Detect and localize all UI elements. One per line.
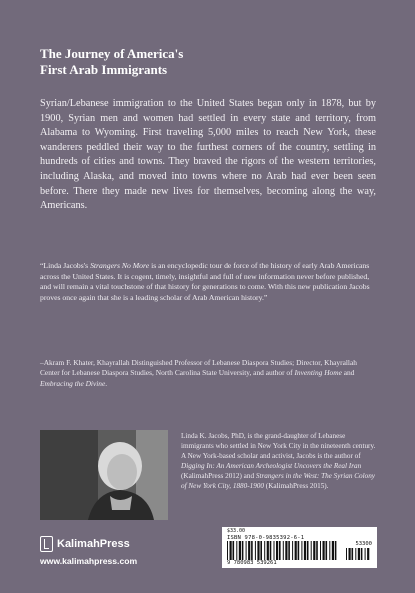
isbn-barcode <box>222 527 377 568</box>
bio-part-1: Linda K. Jacobs, PhD, is the grand-daughter of Lebanese immigrants who settled in New York City in the nineteenth century. A New York-based scholar and activist, Jacobs is the author of <box>181 432 376 460</box>
barcode-bar <box>335 541 337 560</box>
intro-paragraph: Syrian/Lebanese immigration to the United States began only in 1878, but by 1900, Syrian men and women had settled in every state and territory, from Alabama to Wyoming. First traveling 5,000 miles to reach New York, these wanderers peddled their way to the furthest corners of the country, settling in hundreds of cities and towns. They braved the rigors of the western territories, including Alaska, and moved into towns where no Arab had ever been seen before. There they made new lives for themselves, becoming along the way, Americans. <box>40 98 376 212</box>
author-portrait-image <box>40 430 168 520</box>
attribution-and: and <box>341 368 355 378</box>
barcode-bar <box>304 541 306 560</box>
publisher-logo <box>40 536 130 552</box>
barcode-bar <box>329 541 330 560</box>
barcode-price: $33.00 <box>227 528 246 534</box>
barcode-bar <box>298 541 300 560</box>
barcode-bar <box>227 541 228 560</box>
barcode-bar <box>288 541 290 560</box>
barcode-bar <box>295 541 297 560</box>
author-photo <box>40 430 168 520</box>
barcode-bar <box>361 548 363 560</box>
barcode-bar <box>274 541 275 560</box>
barcode-price-code: 53300 <box>355 541 372 547</box>
bio-part-2: (KalimahPress 2012) and <box>181 472 256 480</box>
barcode-bar <box>239 541 241 560</box>
barcode-bar <box>320 541 321 560</box>
barcode-bar <box>233 541 235 560</box>
barcode-bar <box>301 541 302 560</box>
barcode-bar <box>352 548 354 560</box>
barcode-bar <box>349 548 351 560</box>
barcode-bar <box>283 541 284 560</box>
bio-book-2: Strangers in the West: The Syrian Colony of New York City, 1880-1900 <box>181 472 375 490</box>
barcode-bar <box>367 548 369 560</box>
barcode-bar <box>358 548 360 560</box>
barcode-bar <box>270 541 272 560</box>
barcode-isbn: ISBN 978-0-9835392-6-1 <box>227 535 305 541</box>
barcode-bar <box>260 541 262 560</box>
barcode-bar <box>264 541 265 560</box>
attribution-text: –Akram F. Khater, Khayrallah Distinguished Professor of Lebanese Diaspora Studies; Director, Khayrallah Center for Lebanese Diaspora Studies, North Carolina State University, and author of <box>40 358 357 378</box>
barcode-bar <box>242 541 244 560</box>
barcode-bar <box>307 541 309 560</box>
publisher-website[interactable]: www.kalimahpress.com <box>40 556 138 566</box>
barcode-bar <box>311 541 312 560</box>
barcode-bar <box>365 548 366 560</box>
barcode-bar <box>279 541 281 560</box>
barcode-bar <box>267 541 269 560</box>
attribution-end: . <box>105 378 108 388</box>
barcode-bar <box>230 541 232 560</box>
barcode-bar <box>255 541 256 560</box>
kalimah-logo-icon <box>40 536 53 552</box>
quote-opening: “Linda Jacobs's <box>40 261 91 270</box>
barcode-bar <box>326 541 328 560</box>
barcode-bar <box>332 541 334 560</box>
barcode-bar <box>246 541 247 560</box>
quote-body: is an encyclopedic tour de force of the history of early Arab Americans across the United States. It is cogent, timely, insightful and full of new information never before published, and will remain a vital touchstone of that history for generations to come. With this new publication Jacobs proves once again that she is a leading scholar of Arab American history.” <box>40 261 370 302</box>
barcode-bar <box>313 541 315 560</box>
barcode-bar <box>236 541 237 560</box>
barcode-addon-bars <box>346 548 372 560</box>
publisher-name: KalimahPress <box>57 538 130 550</box>
barcode-bar <box>316 541 318 560</box>
quote-book-title: Strangers No More <box>90 261 150 270</box>
barcode-bar <box>323 541 325 560</box>
endorsement-quote <box>40 261 378 303</box>
attribution-book-1: Inventing Home <box>294 368 342 378</box>
attribution-book-2: Embracing the Divine <box>40 378 106 388</box>
heading-line-2: First Arab Immigrants <box>40 62 168 77</box>
barcode-bar <box>285 541 287 560</box>
endorsement-attribution <box>40 358 376 389</box>
back-cover-heading <box>40 46 183 78</box>
bio-part-3: (KalimahPress 2015). <box>264 482 329 490</box>
barcode-bar <box>346 548 347 560</box>
barcode-bar <box>248 541 250 560</box>
barcode-bar <box>355 548 356 560</box>
barcode-bar <box>292 541 293 560</box>
barcode-bars <box>227 541 339 560</box>
barcode-bar <box>276 541 278 560</box>
barcode-bar <box>251 541 253 560</box>
bio-book-1: Digging In: An American Archeologist Uncovers the Real Iran <box>181 462 362 470</box>
barcode-number: 9 780983 539261 <box>227 560 277 566</box>
author-bio <box>181 431 376 491</box>
heading-line-1: The Journey of America's <box>40 46 184 61</box>
barcode-bar <box>257 541 259 560</box>
